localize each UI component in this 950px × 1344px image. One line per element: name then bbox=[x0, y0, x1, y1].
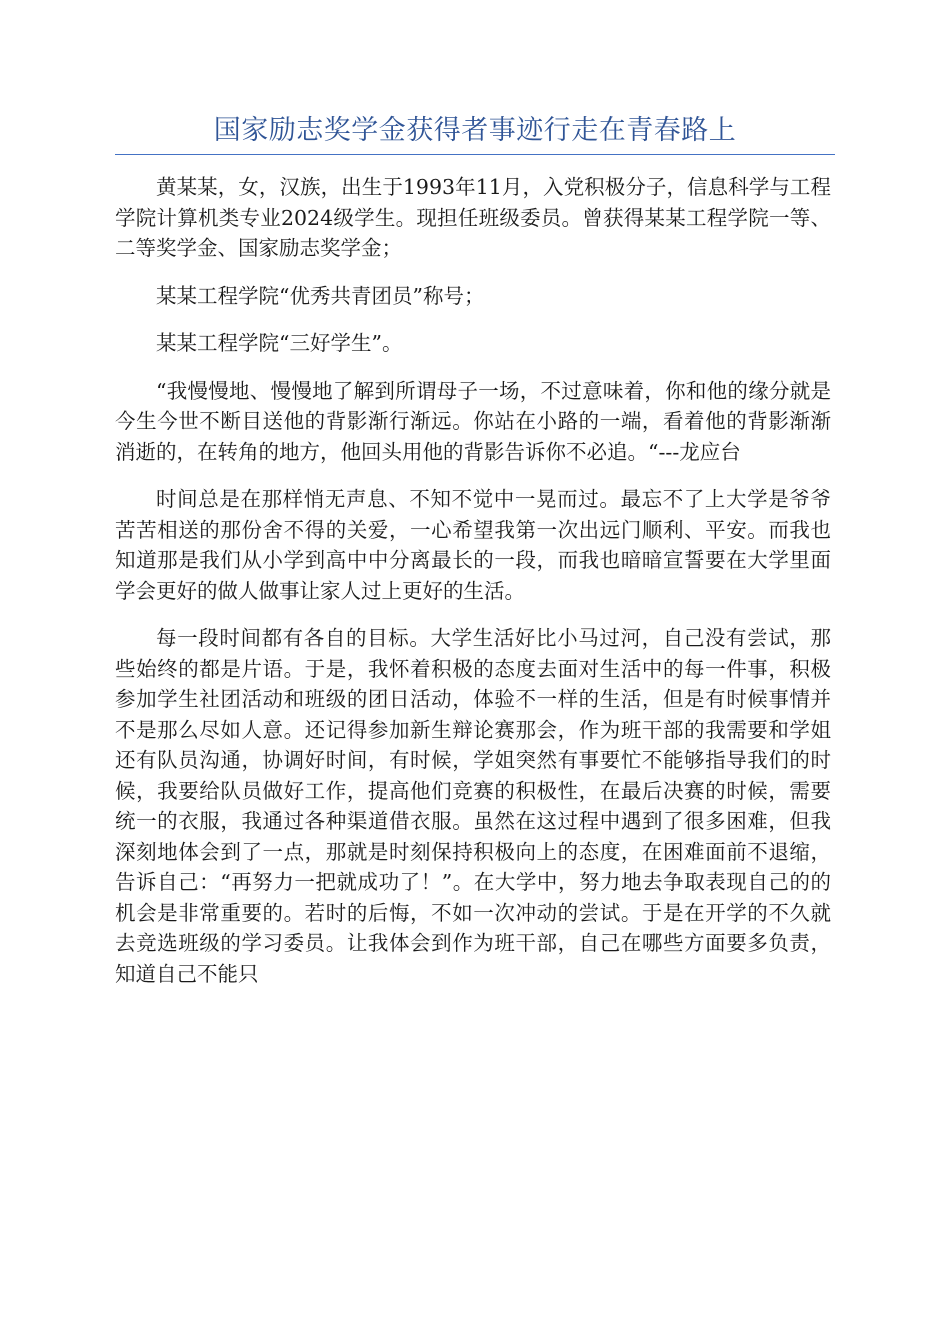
paragraph-intro: 黄某某，女，汉族，出生于1993年11月，入党积极分子，信息科学与工程学院计算机类专业2024级学生。现担任班级委员。曾获得某某工程学院一等、二等奖学金、国家励志奖学金； bbox=[115, 175, 831, 260]
paragraph-honor-1: 某某工程学院“优秀共青团员”称号； bbox=[156, 283, 485, 308]
paragraph-spacer bbox=[115, 467, 831, 484]
paragraph-quote: “我慢慢地、慢慢地了解到所谓母子一场，不过意味着，你和他的缘分就是今生今世不断目送他的背影渐行渐远。你站在小路的一端，看着他的背影渐渐消逝的，在转角的地方，他回头用他的背影告诉你不必追。“---龙应台 bbox=[115, 378, 831, 464]
document-title: 国家励志奖学金获得者事迹行走在青春路上 bbox=[213, 115, 737, 146]
paragraph-goals: 每一段时间都有各自的目标。大学生活好比小马过河，自己没有尝试，那些始终的都是片语。于是，我怀着积极的态度去面对生活中的每一件事，积极参加学生社团活动和班级的团日活动，体验不一样的生活，但是有时候事情并不是那么尽如人意。还记得参加新生辩论赛那会，作为班干部的我需要和学姐还有队员沟通，协调好时间，有时候，学姐突然有事要忙不能够指导我们的时候，我要给队员做好工作，提高他们竞赛的积极性，在最后决赛的时候，需要统一的衣服，我通过各种渠道借衣服。虽然在这过程中遇到了很多困难，但我深刻地体会到了一点，那就是时刻保持积极向上的态度，在困难面前不退缩，告诉自己：“再努力一把就成功了！”。在大学中，努力地去争取表现自己的的机会是非常重要的。若时的后悔，不如一次冲动的尝试。于是在开学的不久就去竞选班级的学习委员。让我体会到作为班干部，自己在哪些方面要多负责，知道自己不能只 bbox=[115, 626, 831, 986]
paragraph-spacer bbox=[115, 264, 831, 281]
paragraph-spacer bbox=[115, 359, 831, 376]
paragraph-spacer bbox=[115, 311, 831, 328]
paragraph-honor-2: 某某工程学院“三好学生”。 bbox=[156, 331, 403, 355]
paragraph-time: 时间总是在那样悄无声息、不知不觉中一晃而过。最忘不了上大学是爷爷苦苦相送的那份舍不得的关爱，一心希望我第一次出远门顺利、平安。而我也知道那是我们从小学到高中中分离最长的一段，而我也暗暗宣誓要在大学里面学会更好的做人做事让家人过上更好的生活。 bbox=[115, 487, 831, 603]
document-body bbox=[115, 172, 831, 989]
paragraph-spacer bbox=[115, 606, 831, 623]
title-underline bbox=[115, 154, 835, 155]
